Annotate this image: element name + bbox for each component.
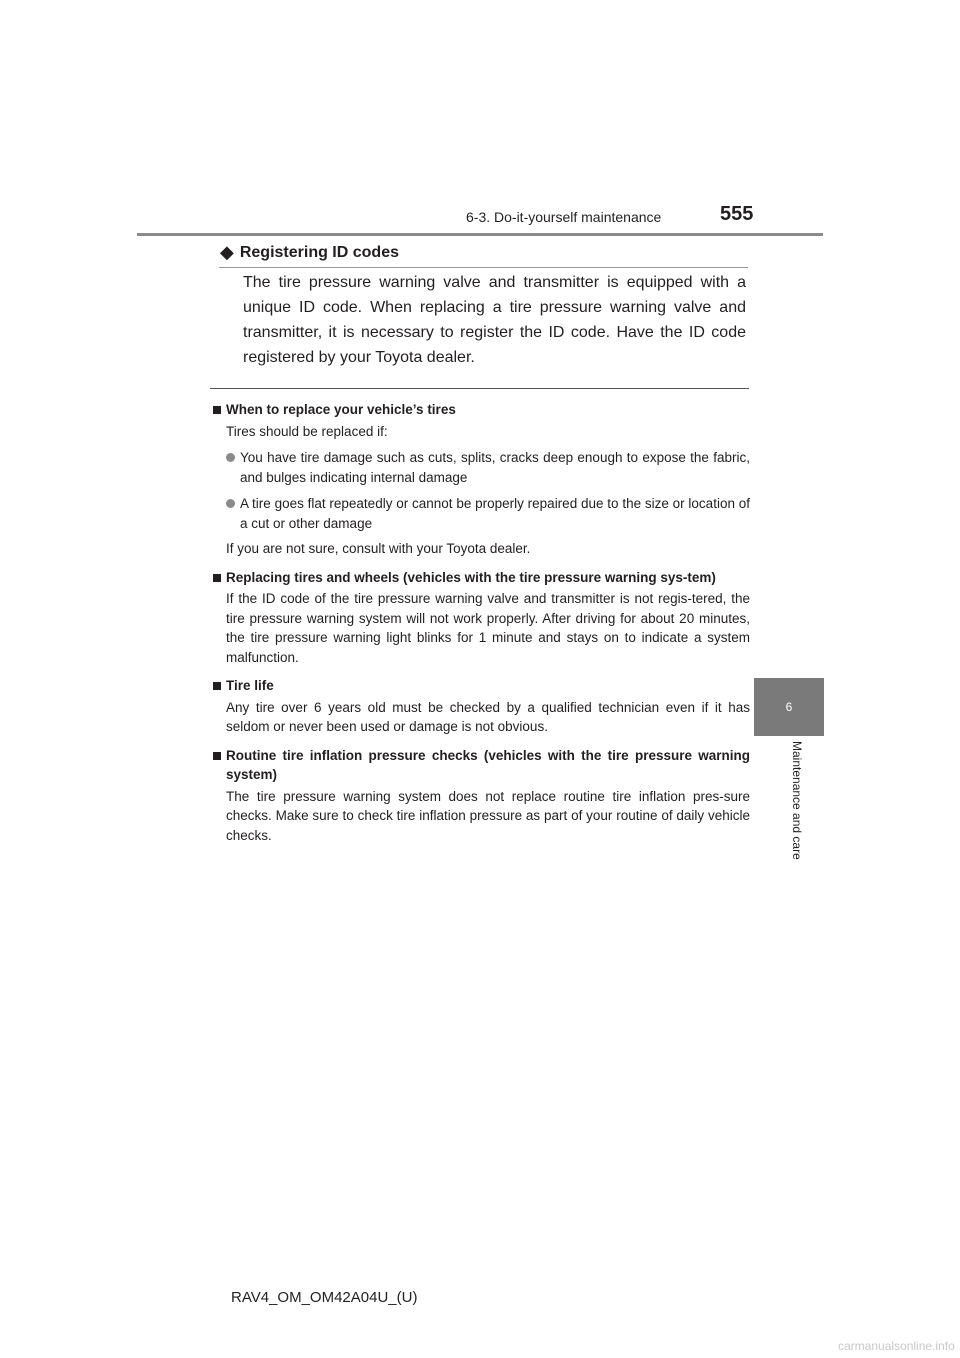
footer-document-code: RAV4_OM_OM42A04U_(U): [231, 1289, 418, 1306]
watermark: carmanualsonline.info: [838, 1339, 955, 1353]
square-bullet-icon: [213, 752, 221, 760]
notes-section: [211, 400, 750, 845]
chapter-tab-label: Maintenance and care: [790, 741, 804, 860]
note-outro: If you are not sure, consult with your Toyota dealer.: [226, 541, 531, 556]
note-text: The tire pressure warning system does not replace routine tire inflation pres-sure checks. Make sure to check tire inflation pressure as part of your routine of daily vehicle checks.: [226, 788, 750, 843]
square-bullet-icon: [213, 574, 221, 582]
circle-bullet-icon: [226, 499, 235, 508]
box-title: [220, 242, 399, 263]
note-heading: When to replace your vehicle’s tires: [211, 400, 750, 420]
list-item: You have tire damage such as cuts, splits, cracks deep enough to expose the fabric, and bulges indicating internal damage: [226, 448, 750, 487]
diamond-icon: ◆: [220, 242, 234, 262]
list-item: A tire goes flat repeatedly or cannot be properly repaired due to the size or location of a cut or other damage: [226, 494, 750, 533]
circle-bullet-icon: [226, 453, 235, 462]
note-intro: Tires should be replaced if:: [226, 423, 388, 439]
square-bullet-icon: [213, 406, 221, 414]
box-title-text: Registering ID codes: [239, 243, 399, 261]
note-heading: Routine tire inflation pressure checks (vehicles with the tire pressure warning system): [211, 746, 750, 785]
note-heading: Replacing tires and wheels (vehicles with the tire pressure warning sys-tem): [211, 568, 750, 588]
header-section-title: 6-3. Do-it-yourself maintenance: [466, 209, 662, 225]
header-rule: [137, 233, 823, 236]
section-divider: [210, 388, 749, 389]
chapter-tab-number: 6: [785, 700, 793, 714]
note-text: Any tire over 6 years old must be checked by a qualified technician even if it has seldom or never been used or damage is not obvious.: [226, 699, 750, 734]
note-heading: Tire life: [211, 676, 750, 696]
note-text: If the ID code of the tire pressure warning valve and transmitter is not regis-tered, the tire pressure warning system will not work properly. After driving for about 20 minutes, the tire pressure warning light blinks for 1 minute and stays on to indicate a system malfunction.: [226, 591, 750, 665]
box-divider: [219, 267, 748, 268]
box-body: The tire pressure warning valve and transmitter is equipped with a unique ID code. When replacing a tire pressure warning valve and transmitter, it is necessary to register the ID code. Have the ID code registered by your Toyota dealer.: [243, 274, 746, 366]
chapter-tab[interactable]: [754, 678, 824, 736]
page-number: 555: [720, 203, 754, 225]
square-bullet-icon: [213, 682, 221, 690]
